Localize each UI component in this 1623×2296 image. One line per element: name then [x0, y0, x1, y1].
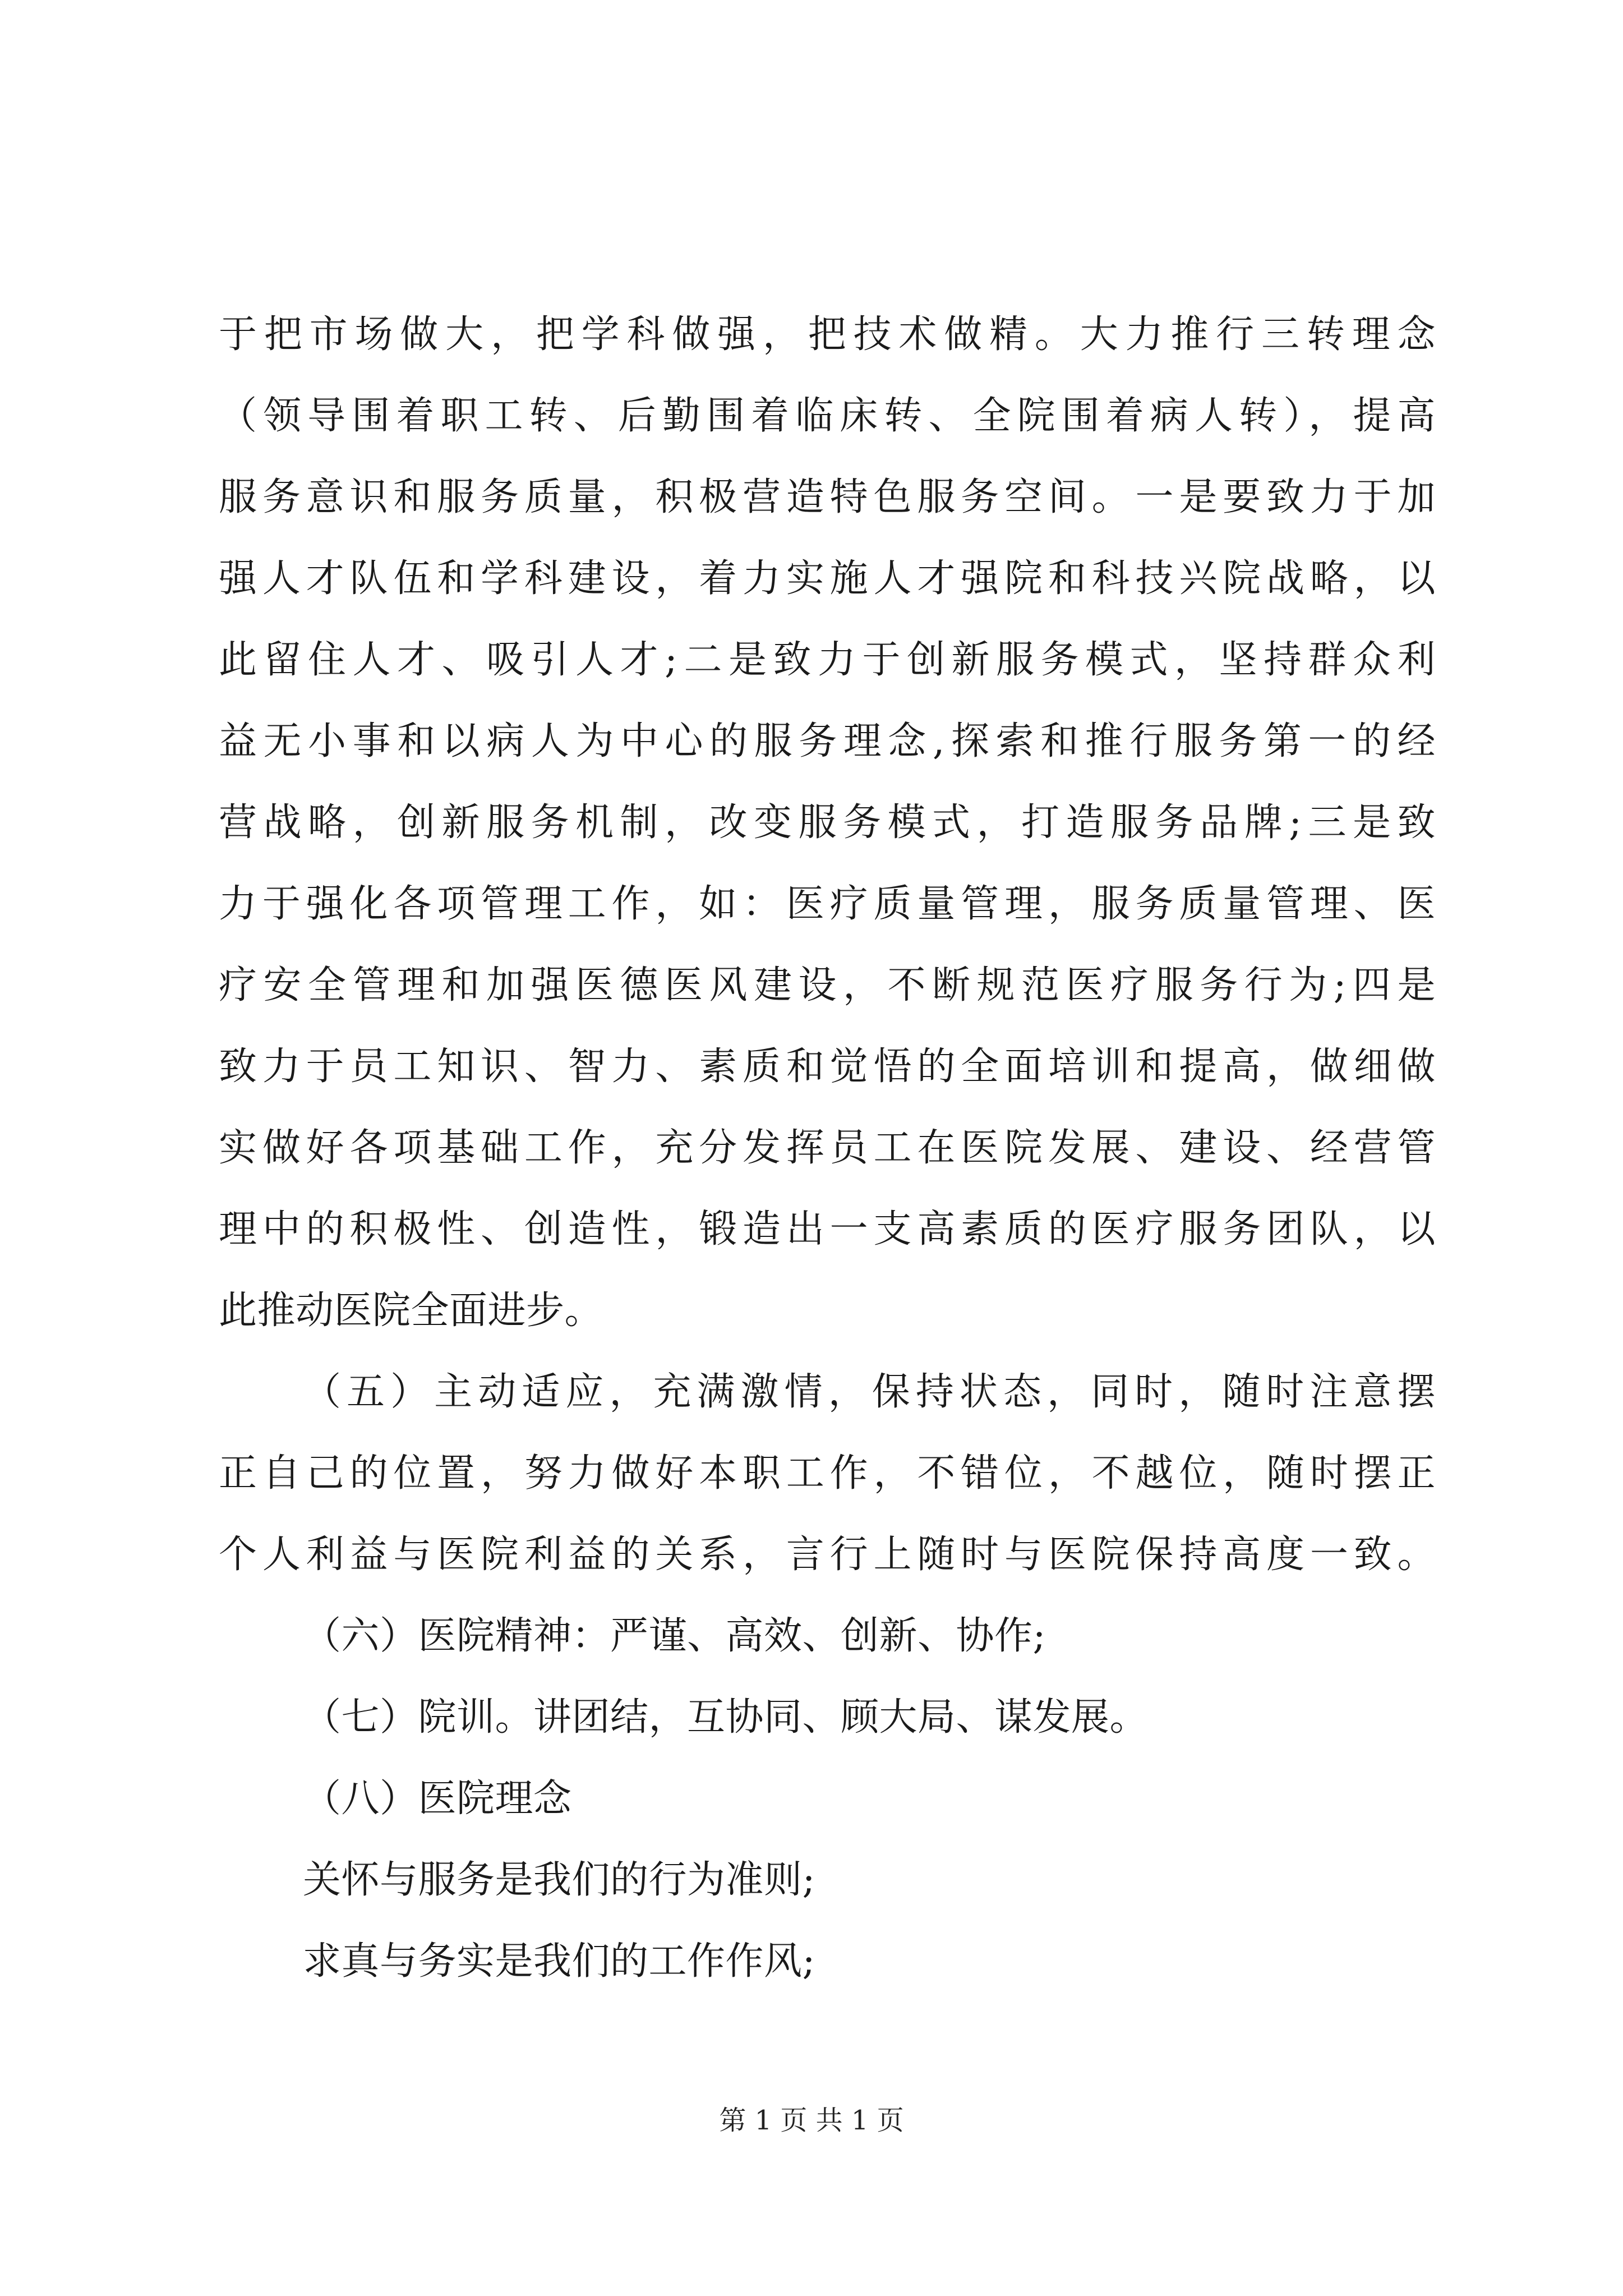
paragraph-line: 疗安全管理和加强医德医风建设，不断规范医疗服务行为;四是 [219, 963, 1436, 1007]
paragraph-line: 理中的积极性、创造性，锻造出一支高素质的医疗服务团队，以 [219, 1207, 1436, 1251]
principle-line: 求真与务实是我们的工作作风; [303, 1939, 815, 1984]
paragraph-line: 益无小事和以病人为中心的服务理念,探索和推行服务第一的经 [219, 719, 1436, 763]
paragraph-line: 个人利益与医院利益的关系，言行上随时与医院保持高度一致。 [219, 1533, 1436, 1577]
principle-line: 关怀与服务是我们的行为准则; [303, 1858, 815, 1902]
paragraph-line: 力于强化各项管理工作，如：医疗质量管理，服务质量管理、医 [219, 882, 1436, 926]
paragraph-line: 实做好各项基础工作，充分发挥员工在医院发展、建设、经营管 [219, 1126, 1436, 1170]
page-footer: 第 1 页 共 1 页 [719, 2105, 904, 2136]
paragraph-line: 于把市场做大，把学科做强，把技术做精。大力推行三转理念 [219, 312, 1436, 357]
paragraph-line: 此推动医院全面进步。 [219, 1289, 603, 1333]
paragraph-line: 服务意识和服务质量，积极营造特色服务空间。一是要致力于加 [219, 475, 1436, 519]
item-hospital-philosophy: （八）医院理念 [303, 1777, 572, 1821]
item-hospital-motto: （七）院训。讲团结，互协同、顾大局、谋发展。 [303, 1695, 1149, 1740]
paragraph-line: 正自己的位置，努力做好本职工作，不错位，不越位，随时摆正 [219, 1451, 1436, 1496]
paragraph-line: （领导围着职工转、后勤围着临床转、全院围着病人转），提高 [219, 394, 1436, 438]
paragraph-line: 强人才队伍和学科建设，着力实施人才强院和科技兴院战略，以 [219, 556, 1436, 601]
paragraph-line: 致力于员工知识、智力、素质和觉悟的全面培训和提高，做细做 [219, 1045, 1436, 1089]
paragraph-line: （五）主动适应，充满激情，保持状态，同时，随时注意摆 [303, 1370, 1436, 1414]
paragraph-line: 营战略，创新服务机制，改变服务模式，打造服务品牌;三是致 [219, 800, 1436, 845]
paragraph-line: 此留住人才、吸引人才;二是致力于创新服务模式，坚持群众利 [219, 638, 1436, 682]
item-hospital-spirit: （六）医院精神：严谨、高效、创新、协作; [303, 1614, 1046, 1658]
